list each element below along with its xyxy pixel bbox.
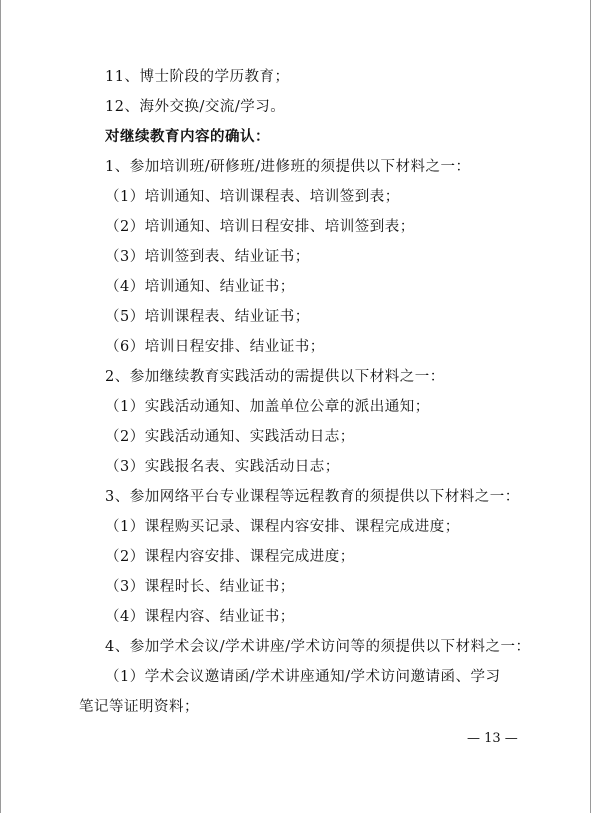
sub-item-2-3: （3）实践报名表、实践活动日志； xyxy=(105,459,340,475)
requirement-item-2: 2、参加继续教育实践活动的需提供以下材料之一： xyxy=(105,369,445,385)
sub-item-3-4: （4）课程内容、结业证书； xyxy=(105,609,295,625)
sub-item-1-6: （6）培训日程安排、结业证书； xyxy=(105,339,325,355)
requirement-item-4: 4、参加学术会议/学术讲座/学术访问等的须提供以下材料之一： xyxy=(105,639,531,655)
sub-item-4-1: （1）学术会议邀请函/学术讲座通知/学术访问邀请函、学习 xyxy=(105,669,501,685)
requirement-item-3: 3、参加网络平台专业课程等远程教育的须提供以下材料之一： xyxy=(105,489,520,505)
page-number: — 13 — xyxy=(467,731,518,746)
sub-item-1-1: （1）培训通知、培训课程表、培训签到表； xyxy=(105,189,400,205)
sub-item-3-2: （2）课程内容安排、课程完成进度； xyxy=(105,549,355,565)
requirement-item-1: 1、参加培训班/研修班/进修班的须提供以下材料之一： xyxy=(105,159,471,175)
sub-item-1-2: （2）培训通知、培训日程安排、培训签到表； xyxy=(105,219,415,235)
sub-item-3-1: （1）课程购买记录、课程内容安排、课程完成进度； xyxy=(105,519,460,535)
sub-item-1-3: （3）培训签到表、结业证书； xyxy=(105,249,310,265)
sub-item-2-1: （1）实践活动通知、加盖单位公章的派出通知； xyxy=(105,399,430,415)
sub-item-1-4: （4）培训通知、结业证书； xyxy=(105,279,295,295)
sub-item-3-3: （3）课程时长、结业证书； xyxy=(105,579,295,595)
sub-item-4-1-continuation: 笔记等证明资料； xyxy=(79,699,199,715)
section-heading: 对继续教育内容的确认： xyxy=(105,128,270,145)
list-item-11: 11、博士阶段的学历教育； xyxy=(105,69,290,85)
sub-item-1-5: （5）培训课程表、结业证书； xyxy=(105,309,310,325)
sub-item-2-2: （2）实践活动通知、实践活动日志； xyxy=(105,429,355,445)
list-item-12: 12、海外交换/交流/学习。 xyxy=(105,99,286,115)
